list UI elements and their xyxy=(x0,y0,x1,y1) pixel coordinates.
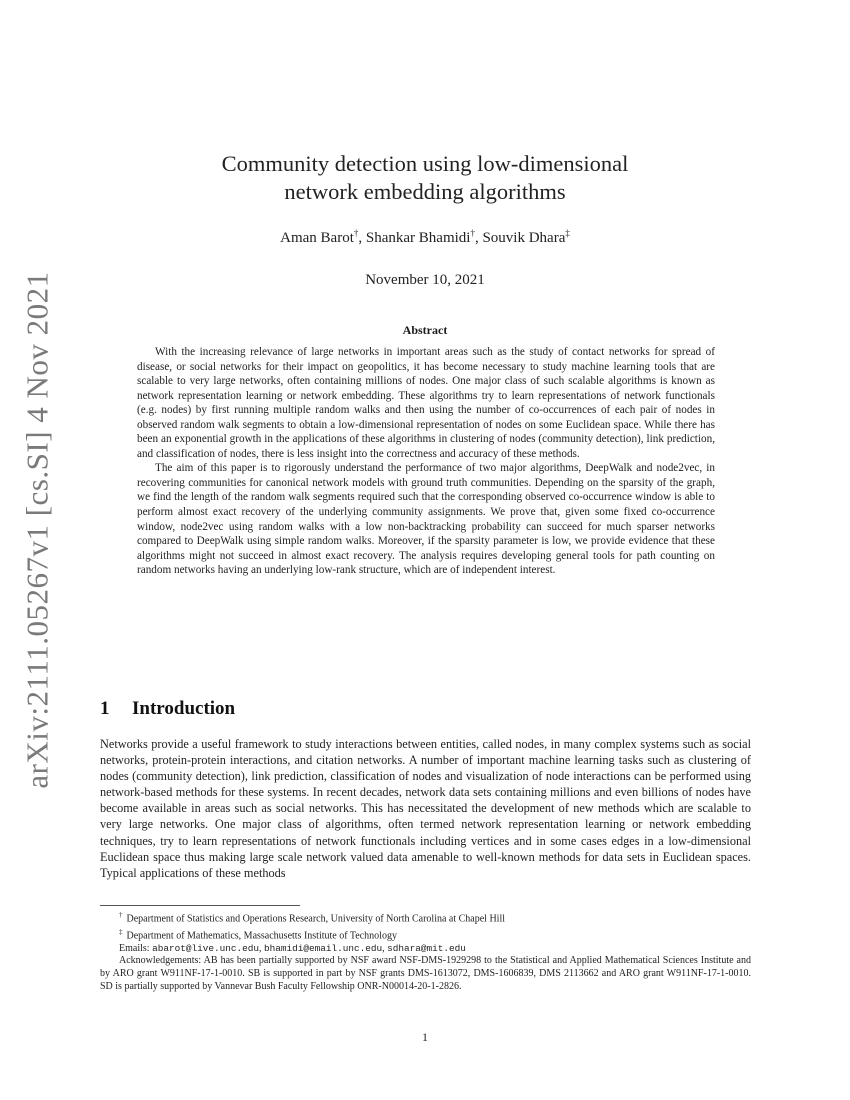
author-affiliation-mark: ‡ xyxy=(565,228,570,238)
author-list: Aman Barot†, Shankar Bhamidi†, Souvik Dhara‡ xyxy=(280,228,570,246)
footnote-mark: ‡ xyxy=(119,927,123,936)
introduction-body xyxy=(100,736,751,881)
email-link[interactable]: abarot@live.unc.edu xyxy=(152,942,259,954)
abstract-body xyxy=(137,345,715,578)
emails-label: Emails: xyxy=(119,942,150,954)
footnote-mark: † xyxy=(119,911,123,919)
author-name: Aman Barot xyxy=(280,230,354,246)
paper-date: November 10, 2021 xyxy=(365,272,485,288)
author-name: Shankar Bhamidi xyxy=(365,230,471,246)
abstract-heading: Abstract xyxy=(402,323,448,337)
footnote-text: Department of Statistics and Operations Research, University of North Carolina at Chapel Hill xyxy=(126,913,506,925)
footnotes xyxy=(100,909,751,993)
author-affiliation-mark: † xyxy=(353,228,359,238)
abstract-paragraph: With the increasing relevance of large networks in important areas such as the study of contact networks for spread of disease, or social networks for their impact on geopolitics, it has become necessary to study machine learning tools that are scalable to very large networks, often containing millions of nodes. One major class of such scalable algorithms is known as network representation learning or network embedding. These algorithms try to learn representations of network functionals (e.g. nodes) by first running multiple random walks and then using the number of co-occurrences of each pair of nodes in observed random walk segments to obtain a low-dimensional representation of nodes on some Euclidean space. While there has been an exponential growth in the applications of these algorithms in clustering of nodes (community detection), link prediction, and classification of nodes, there is less insight into the correctness and accuracy of these methods. xyxy=(137,346,715,460)
footnote-divider xyxy=(100,905,300,906)
email-link[interactable]: sdhara@mit.edu xyxy=(387,942,466,954)
footnote-text: Department of Mathematics, Massachusetts Institute of Technology xyxy=(126,930,397,942)
section-number: 1 xyxy=(100,698,110,719)
section-title: Introduction xyxy=(132,698,236,719)
footnote-affiliation-2 xyxy=(100,926,751,943)
footnote-affiliation-1 xyxy=(100,909,751,926)
paper-title xyxy=(100,150,750,206)
section-heading xyxy=(100,698,750,720)
abstract-paragraph: The aim of this paper is to rigorously understand the performance of two major algorithms, DeepWalk and node2vec, in recovering communities for canonical network models with ground truth communities. Depending on the sparsity of the graph, we find the length of the random walk segments required such that the corresponding observed co-occurrence window is able to perform almost exact recovery of the underlying community assignments. We prove that, given some fixed co-occurrence window, node2vec using random walks with a low non-backtracking probability can succeed for much sparser networks compared to DeepWalk using simple random walks. Moreover, if the sparsity parameter is low, we provide evidence that these algorithms might not succeed in almost exact recovery. The analysis requires developing general tools for path counting on random networks having an underlying low-rank structure, which are of independent interest. xyxy=(137,462,715,577)
paper-title-line-2: network embedding algorithms xyxy=(284,179,566,204)
introduction-paragraph: Networks provide a useful framework to study interactions between entities, called nodes, in many complex systems such as social networks, protein-protein interactions, and citation networks. A number of important machine learning tasks such as clustering of nodes (community detection), link prediction, classification of nodes and visualization of node interactions can be performed using network-based methods for these systems. In recent decades, network data sets containing millions and even billions of nodes have become available in areas such as social networks. This has necessitated the development of new methods which are scalable to very large networks. One major class of algorithms, often termed network representation learning or network embedding techniques, try to learn representations of network functionals including vertices and in some cases edges in a low-dimensional Euclidean space thus making large scale network valued data amenable to well-known methods for data sets in Euclidean spaces. Typical applications of these methods xyxy=(100,737,751,880)
author-name: Souvik Dhara xyxy=(482,230,566,246)
footnote-emails: Emails: abarot@live.unc.edu, bhamidi@email.unc.edu, sdhara@mit.edu xyxy=(119,942,466,954)
author-affiliation-mark: † xyxy=(470,228,475,238)
arxiv-stamp xyxy=(3,250,73,810)
footnote-acknowledgements: Acknowledgements: AB has been partially supported by NSF award NSF-DMS-1929298 to the Statistical and Applied Mathematical Sciences Institute and by ARO grant W911NF-17-1-0010. SB is supported in part by NSF grants DMS-1613072, DMS-1606839, DMS 2113662 and ARO grant W911NF-17-1-0010. SD is partially supported by Vannevar Bush Faculty Fellowship ONR-N00014-20-1-2826. xyxy=(100,955,751,992)
email-link[interactable]: bhamidi@email.unc.edu xyxy=(263,942,383,954)
arxiv-stamp-text: arXiv:2111.05267v1 [cs.SI] 4 Nov 2021 xyxy=(20,271,56,789)
page-number: 1 xyxy=(422,1030,428,1044)
paper-title-line-1: Community detection using low-dimensional xyxy=(221,151,629,176)
